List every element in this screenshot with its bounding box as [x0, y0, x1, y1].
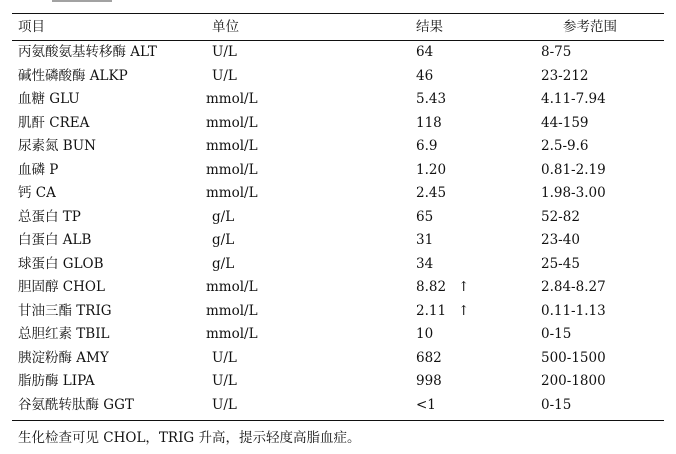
cell-item: 总胆红素 TBIL — [18, 326, 110, 342]
cell-unit: U/L — [212, 396, 237, 413]
result-value: 46 — [416, 67, 434, 84]
header-unit: 单位 — [212, 19, 239, 35]
result-value: 6.9 — [416, 138, 438, 154]
cell-reference: 25-45 — [541, 255, 580, 272]
cell-result — [416, 229, 433, 251]
table-row — [12, 182, 664, 204]
cell-unit: mmol/L — [206, 326, 258, 342]
header-reference: 参考范围 — [563, 19, 617, 35]
result-value: 8.82 — [416, 279, 447, 295]
cell-result — [416, 300, 469, 322]
arrow-up-icon: ↑ — [458, 302, 470, 319]
cell-reference: 23-40 — [541, 232, 580, 248]
table-row — [12, 347, 664, 369]
cell-item: 钙 CA — [18, 185, 56, 201]
cell-item: 丙氨酸氨基转移酶 ALT — [18, 44, 157, 60]
table-row — [12, 65, 664, 87]
cell-item: 尿素氮 BUN — [18, 138, 96, 154]
cell-item: 血糖 GLU — [18, 91, 80, 107]
table-row — [12, 112, 664, 134]
table-row — [12, 276, 664, 298]
cell-reference: 2.84-8.27 — [541, 279, 606, 295]
cell-item: 谷氨酰转肽酶 GGT — [18, 396, 134, 413]
result-value: 118 — [416, 114, 442, 131]
cell-result — [416, 65, 433, 87]
result-value: 64 — [416, 44, 434, 60]
cell-result — [416, 41, 433, 63]
table-row — [12, 88, 664, 110]
cell-item: 球蛋白 GLOB — [18, 255, 104, 272]
cell-unit: mmol/L — [206, 302, 258, 319]
table-bottom-rule — [12, 420, 664, 421]
cell-reference: 0-15 — [541, 326, 572, 342]
cell-reference: 1.98-3.00 — [541, 185, 606, 201]
cell-unit: mmol/L — [206, 161, 258, 178]
result-value: 2.45 — [416, 185, 447, 201]
cell-item: 肌酐 CREA — [18, 114, 90, 131]
result-value: 2.11 — [416, 302, 447, 319]
cell-reference: 0-15 — [541, 396, 572, 413]
cell-unit: mmol/L — [206, 138, 258, 154]
cell-result — [416, 323, 433, 345]
table-row — [12, 323, 664, 345]
table-row — [12, 370, 664, 392]
cell-unit: g/L — [212, 232, 235, 248]
result-value: 998 — [416, 373, 442, 389]
cell-result — [416, 394, 436, 416]
cell-reference: 0.11-1.13 — [541, 302, 606, 319]
cropped-caption-fragment — [52, 0, 112, 3]
result-value: 31 — [416, 232, 434, 248]
cell-unit: U/L — [212, 373, 237, 389]
cell-item: 血磷 P — [18, 161, 59, 178]
table-top-rule — [12, 13, 664, 14]
result-value: 1.20 — [416, 161, 447, 178]
cell-result — [416, 276, 469, 298]
table-header-row — [12, 16, 664, 38]
cell-reference: 44-159 — [541, 114, 589, 131]
result-value: 10 — [416, 326, 434, 342]
cell-result — [416, 182, 446, 204]
cell-reference: 8-75 — [541, 44, 572, 60]
cell-item: 胰淀粉酶 AMY — [18, 349, 109, 366]
cell-result — [416, 112, 442, 134]
table-row — [12, 206, 664, 228]
cell-result — [416, 206, 433, 228]
cell-result — [416, 347, 442, 369]
cell-item: 总蛋白 TP — [18, 208, 81, 225]
cell-reference: 500-1500 — [541, 349, 606, 366]
cell-unit: U/L — [212, 67, 237, 84]
cell-unit: U/L — [212, 44, 237, 60]
cell-unit: U/L — [212, 349, 237, 366]
cell-result — [416, 135, 437, 157]
arrow-up-icon: ↑ — [458, 279, 470, 295]
header-result: 结果 — [416, 19, 443, 35]
cell-reference: 2.5-9.6 — [541, 138, 589, 154]
cell-result — [416, 88, 446, 110]
cell-reference: 23-212 — [541, 67, 589, 84]
cell-item: 碱性磷酸酶 ALKP — [18, 67, 128, 84]
cell-reference: 200-1800 — [541, 373, 606, 389]
table-row — [12, 253, 664, 275]
cell-result — [416, 370, 442, 392]
result-value: 65 — [416, 208, 434, 225]
header-item: 项目 — [18, 19, 45, 35]
table-row — [12, 394, 664, 416]
cell-item: 白蛋白 ALB — [18, 232, 92, 248]
cell-unit: mmol/L — [206, 279, 258, 295]
table-row — [12, 135, 664, 157]
cell-reference: 4.11-7.94 — [541, 91, 606, 107]
cell-unit: g/L — [212, 255, 235, 272]
footnote: 生化检查可见 CHOL，TRIG 升高，提示轻度高脂血症。 — [18, 430, 361, 446]
cell-result — [416, 253, 433, 275]
cell-item: 胆固醇 CHOL — [18, 279, 105, 295]
cell-item: 脂肪酶 LIPA — [18, 373, 95, 389]
table-row — [12, 159, 664, 181]
cell-reference: 52-82 — [541, 208, 580, 225]
cell-unit: g/L — [212, 208, 235, 225]
table-row — [12, 229, 664, 251]
cell-item: 甘油三酯 TRIG — [18, 302, 112, 319]
result-value: 5.43 — [416, 91, 447, 107]
table-row — [12, 300, 664, 322]
cell-result — [416, 159, 446, 181]
cell-unit: mmol/L — [206, 114, 258, 131]
result-value: <1 — [416, 396, 436, 413]
cell-reference: 0.81-2.19 — [541, 161, 606, 178]
table-row — [12, 41, 664, 63]
result-value: 34 — [416, 255, 434, 272]
result-value: 682 — [416, 349, 442, 366]
cell-unit: mmol/L — [206, 91, 258, 107]
cell-unit: mmol/L — [206, 185, 258, 201]
